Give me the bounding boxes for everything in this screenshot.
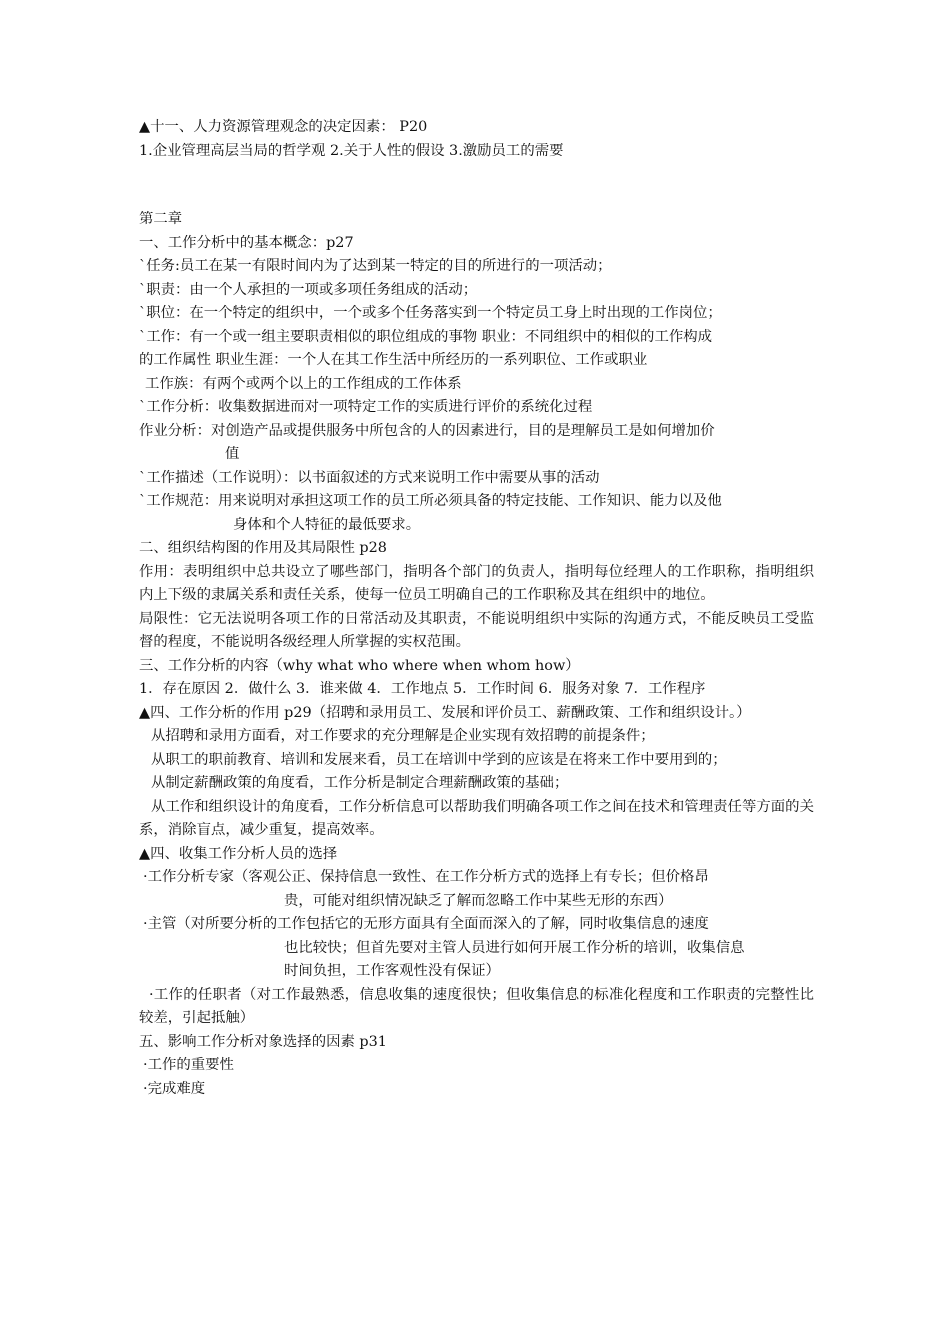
text-line: 值: [225, 446, 240, 462]
text-line: `工作描述（工作说明）：以书面叙述的方式来说明工作中需要从事的活动: [139, 469, 600, 486]
text-line: 1.企业管理高层当局的哲学观 2.关于人性的假设 3.激励员工的需要: [139, 142, 564, 159]
list-item-continuation: 贵，可能对组织情况缺乏了解而忽略工作中某些无形的东西）: [284, 892, 673, 909]
text-line: `工作：有一个或一组主要职责相似的职位组成的事物 职业：不同组织中的相似的工作构成: [139, 328, 713, 345]
chapter-title: 第二章: [139, 211, 183, 227]
text-line: 从职工的职前教育、培训和发展来看，员工在培训中学到的应该是在将来工作中要用到的；: [151, 751, 727, 768]
text-line: 的工作属性 职业生涯：一个人在其工作生活中所经历的一系列职位、工作或职业: [139, 352, 648, 368]
section-heading: 一、工作分析中的基本概念：p27: [139, 234, 354, 251]
list-item: ·完成难度: [143, 1080, 206, 1097]
section-heading: ▲四、工作分析的作用 p29（招聘和录用员工、发展和评价员工、薪酬政策、工作和组织设计。）: [139, 704, 751, 721]
paragraph: 作用：表明组织中总共设立了哪些部门，指明各个部门的负责人，指明每位经理人的工作职称，指明组织内上下级的隶属关系和责任关系，使每一位员工明确自己的工作职称及其在组织中的地位。: [139, 563, 814, 603]
blank-spacer: [139, 163, 814, 208]
section-heading: ▲四、收集工作分析人员的选择: [139, 845, 338, 862]
list-item-continuation: 时间负担，工作客观性没有保证）: [284, 963, 500, 979]
section-heading: 二、组织结构图的作用及其局限性 p28: [139, 540, 387, 556]
list-item: ·工作分析专家（客观公正、保持信息一致性、在工作分析方式的选择上有专长；但价格昂: [143, 869, 709, 885]
section-heading: ▲十一、人力资源管理观念的决定因素： P20: [139, 119, 428, 135]
text-line: `工作规范：用来说明对承担这项工作的员工所必须具备的特定技能、工作知识、能力以及他: [139, 493, 722, 509]
text-line: 工作族：有两个或两个以上的工作组成的工作体系: [145, 375, 462, 392]
text-line: `职责：由一个人承担的一项或多项任务组成的活动；: [139, 281, 478, 298]
text-line: 从招聘和录用方面看，对工作要求的充分理解是企业实现有效招聘的前提条件；: [151, 728, 655, 744]
text-line: 作业分析：对创造产品或提供服务中所包含的人的因素进行，目的是理解员工是如何增加价: [139, 422, 715, 439]
paragraph: 局限性：它无法说明各项工作的日常活动及其职责，不能说明组织中实际的沟通方式，不能反映员工受监督的程度，不能说明各级经理人所掌握的实权范围。: [139, 610, 814, 650]
text-line: 1．存在原因 2．做什么 3．谁来做 4．工作地点 5．工作时间 6．服务对象 7．工作程序: [139, 681, 706, 697]
document-body: [139, 116, 814, 1101]
section-heading: 三、工作分析的内容（why what who where when whom how）: [139, 657, 580, 674]
paragraph: 从工作和组织设计的角度看，工作分析信息可以帮助我们明确各项工作之间在技术和管理责任等方面的关系，消除盲点，减少重复，提高效率。: [139, 798, 814, 838]
text-line: 从制定薪酬政策的角度看，工作分析是制定合理薪酬政策的基础；: [151, 775, 569, 791]
section-heading: 五、影响工作分析对象选择的因素 p31: [139, 1033, 387, 1050]
list-item-continuation: 也比较快；但首先要对主管人员进行如何开展工作分析的培训，收集信息: [284, 939, 745, 956]
text-line: 身体和个人特征的最低要求。: [233, 516, 421, 533]
list-item: ·工作的任职者（对工作最熟悉，信息收集的速度很快；但收集信息的标准化程度和工作职责的完整性比较差，引起抵触）: [139, 986, 814, 1026]
text-line: `职位：在一个特定的组织中，一个或多个任务落实到一个特定员工身上时出现的工作岗位；: [139, 305, 722, 321]
text-line: `工作分析：收集数据进而对一项特定工作的实质进行评价的系统化过程: [139, 399, 593, 415]
list-item: ·工作的重要性: [143, 1057, 234, 1073]
text-line: `任务:员工在某一有限时间内为了达到某一特定的目的所进行的一项活动；: [139, 258, 612, 274]
list-item: ·主管（对所要分析的工作包括它的无形方面具有全面而深入的了解，同时收集信息的速度: [143, 916, 709, 932]
